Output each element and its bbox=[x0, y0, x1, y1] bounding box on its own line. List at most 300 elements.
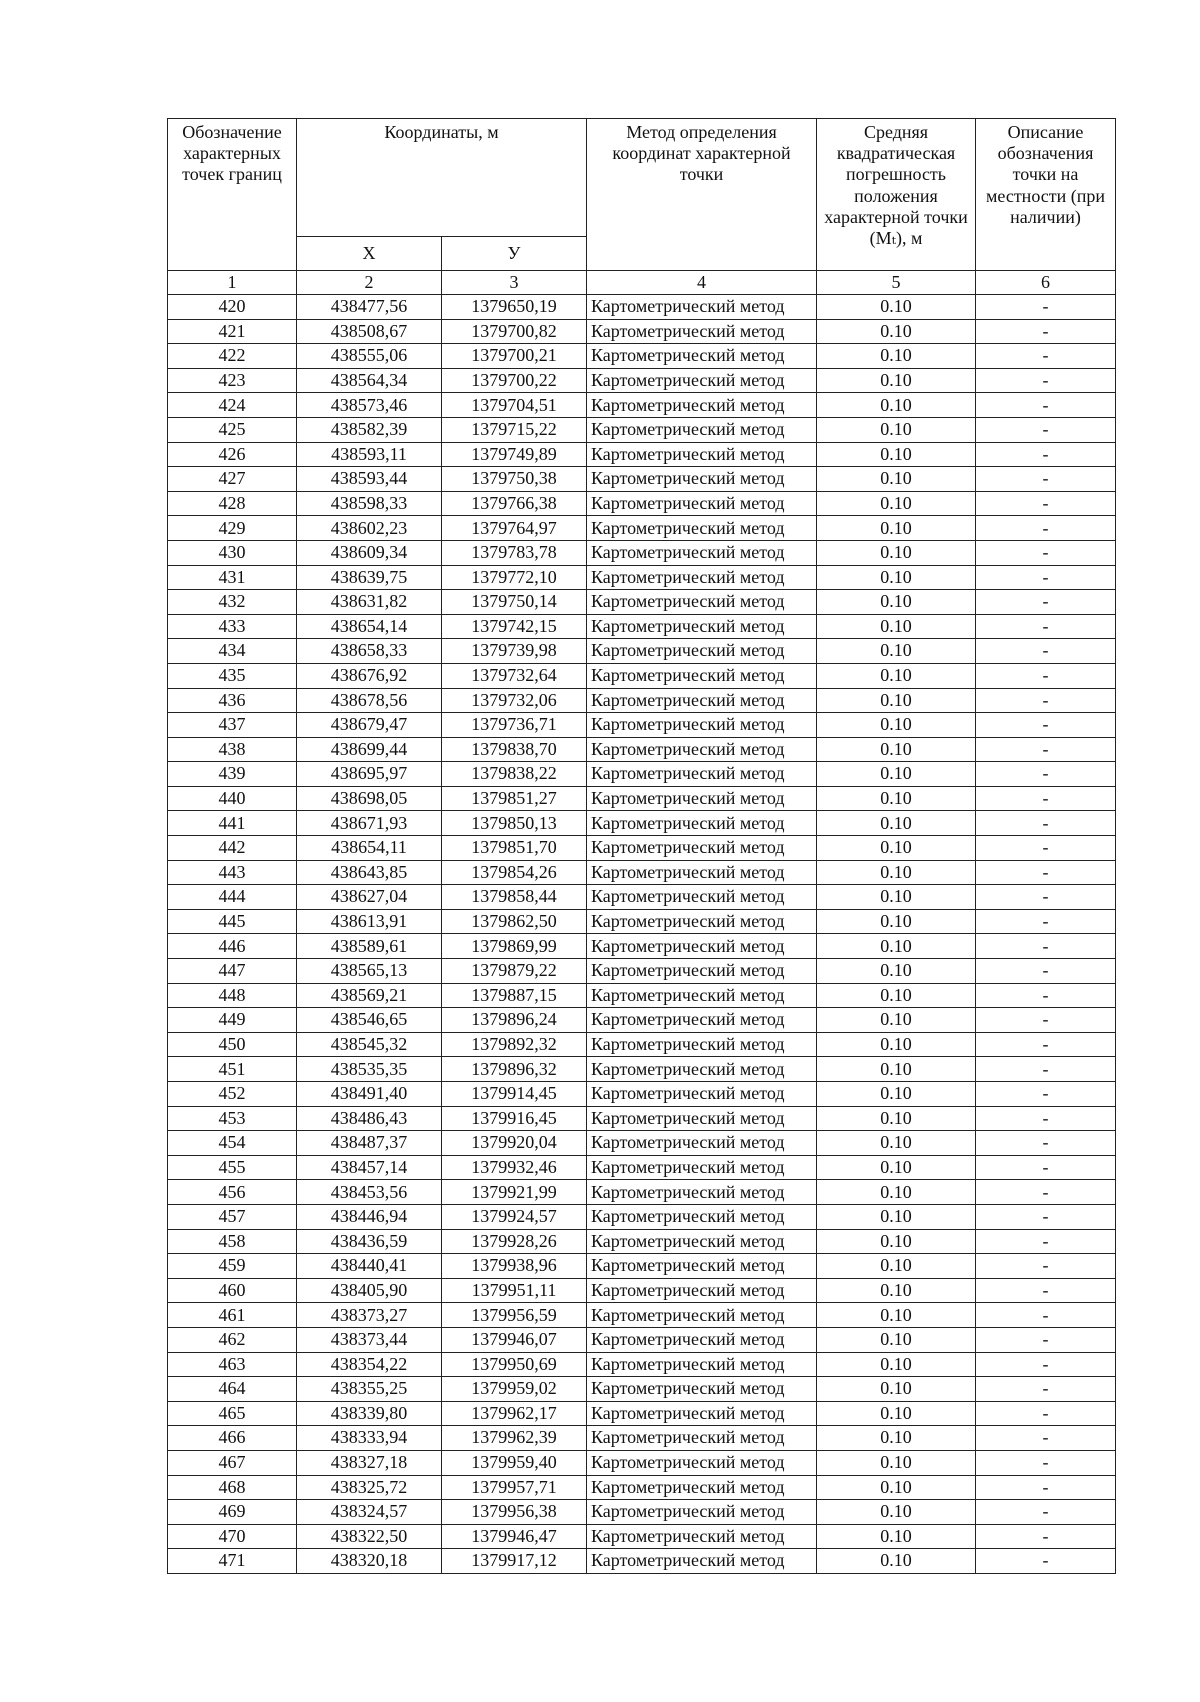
point-id-cell: 449 bbox=[168, 1008, 297, 1033]
description-cell: - bbox=[976, 934, 1116, 959]
point-id-cell: 466 bbox=[168, 1426, 297, 1451]
table-row bbox=[168, 713, 1116, 738]
rms-error-cell: 0.10 bbox=[817, 1303, 976, 1328]
x-coordinate-cell: 438627,04 bbox=[297, 885, 442, 910]
y-coordinate-cell: 1379950,69 bbox=[442, 1352, 587, 1377]
x-coordinate-cell: 438355,25 bbox=[297, 1377, 442, 1402]
description-cell: - bbox=[976, 393, 1116, 418]
rms-error-cell: 0.10 bbox=[817, 1524, 976, 1549]
header-point-designation bbox=[168, 119, 297, 271]
y-coordinate-cell: 1379650,19 bbox=[442, 295, 587, 320]
y-coordinate-cell: 1379850,13 bbox=[442, 811, 587, 836]
rms-error-cell: 0.10 bbox=[817, 1377, 976, 1402]
method-cell: Картометрический метод bbox=[587, 1254, 817, 1279]
x-coordinate-cell: 438320,18 bbox=[297, 1549, 442, 1574]
x-coordinate-cell: 438555,06 bbox=[297, 344, 442, 369]
description-cell: - bbox=[976, 811, 1116, 836]
method-cell: Картометрический метод bbox=[587, 737, 817, 762]
description-cell: - bbox=[976, 1426, 1116, 1451]
description-cell: - bbox=[976, 1254, 1116, 1279]
column-number-6: 6 bbox=[976, 271, 1116, 295]
rms-error-cell: 0.10 bbox=[817, 565, 976, 590]
point-id-cell: 422 bbox=[168, 344, 297, 369]
y-coordinate-cell: 1379920,04 bbox=[442, 1131, 587, 1156]
y-coordinate-cell: 1379956,38 bbox=[442, 1500, 587, 1525]
description-cell: - bbox=[976, 1524, 1116, 1549]
x-coordinate-cell: 438405,90 bbox=[297, 1278, 442, 1303]
point-id-cell: 441 bbox=[168, 811, 297, 836]
y-coordinate-cell: 1379750,14 bbox=[442, 590, 587, 615]
point-id-cell: 465 bbox=[168, 1401, 297, 1426]
y-coordinate-cell: 1379854,26 bbox=[442, 860, 587, 885]
table-row bbox=[168, 836, 1116, 861]
header-x: X bbox=[297, 237, 442, 271]
point-id-cell: 439 bbox=[168, 762, 297, 787]
method-cell: Картометрический метод bbox=[587, 1475, 817, 1500]
description-cell: - bbox=[976, 467, 1116, 492]
table-row bbox=[168, 540, 1116, 565]
method-cell: Картометрический метод bbox=[587, 1131, 817, 1156]
x-coordinate-cell: 438643,85 bbox=[297, 860, 442, 885]
table-row bbox=[168, 1180, 1116, 1205]
x-coordinate-cell: 438631,82 bbox=[297, 590, 442, 615]
point-id-cell: 456 bbox=[168, 1180, 297, 1205]
rms-error-cell: 0.10 bbox=[817, 1450, 976, 1475]
x-coordinate-cell: 438593,11 bbox=[297, 442, 442, 467]
header-rms-error bbox=[817, 119, 976, 271]
description-cell: - bbox=[976, 983, 1116, 1008]
y-coordinate-cell: 1379887,15 bbox=[442, 983, 587, 1008]
y-coordinate-cell: 1379700,21 bbox=[442, 344, 587, 369]
method-cell: Картометрический метод bbox=[587, 1057, 817, 1082]
method-cell: Картометрический метод bbox=[587, 1500, 817, 1525]
y-coordinate-cell: 1379957,71 bbox=[442, 1475, 587, 1500]
x-coordinate-cell: 438486,43 bbox=[297, 1106, 442, 1131]
y-coordinate-cell: 1379917,12 bbox=[442, 1549, 587, 1574]
rms-error-cell: 0.10 bbox=[817, 1327, 976, 1352]
rms-error-cell: 0.10 bbox=[817, 516, 976, 541]
x-coordinate-cell: 438569,21 bbox=[297, 983, 442, 1008]
rms-error-cell: 0.10 bbox=[817, 713, 976, 738]
x-coordinate-cell: 438564,34 bbox=[297, 368, 442, 393]
description-cell: - bbox=[976, 1278, 1116, 1303]
y-coordinate-cell: 1379928,26 bbox=[442, 1229, 587, 1254]
point-id-cell: 421 bbox=[168, 319, 297, 344]
rms-error-cell: 0.10 bbox=[817, 1204, 976, 1229]
rms-error-cell: 0.10 bbox=[817, 417, 976, 442]
method-cell: Картометрический метод bbox=[587, 1106, 817, 1131]
x-coordinate-cell: 438676,92 bbox=[297, 663, 442, 688]
description-cell: - bbox=[976, 663, 1116, 688]
method-cell: Картометрический метод bbox=[587, 786, 817, 811]
y-coordinate-cell: 1379838,70 bbox=[442, 737, 587, 762]
method-cell: Картометрический метод bbox=[587, 811, 817, 836]
point-id-cell: 445 bbox=[168, 909, 297, 934]
table-row bbox=[168, 983, 1116, 1008]
table-row bbox=[168, 393, 1116, 418]
description-cell: - bbox=[976, 1057, 1116, 1082]
description-cell: - bbox=[976, 417, 1116, 442]
table-row bbox=[168, 959, 1116, 984]
rms-error-cell: 0.10 bbox=[817, 909, 976, 934]
table-row bbox=[168, 1131, 1116, 1156]
method-cell: Картометрический метод bbox=[587, 1229, 817, 1254]
point-id-cell: 420 bbox=[168, 295, 297, 320]
method-cell: Картометрический метод bbox=[587, 1155, 817, 1180]
description-cell: - bbox=[976, 368, 1116, 393]
table-row bbox=[168, 1524, 1116, 1549]
point-id-cell: 453 bbox=[168, 1106, 297, 1131]
description-cell: - bbox=[976, 319, 1116, 344]
point-id-cell: 462 bbox=[168, 1327, 297, 1352]
x-coordinate-cell: 438354,22 bbox=[297, 1352, 442, 1377]
description-cell: - bbox=[976, 786, 1116, 811]
table-row bbox=[168, 663, 1116, 688]
rms-error-cell: 0.10 bbox=[817, 344, 976, 369]
point-id-cell: 436 bbox=[168, 688, 297, 713]
rms-error-cell: 0.10 bbox=[817, 762, 976, 787]
rms-error-cell: 0.10 bbox=[817, 1131, 976, 1156]
rms-error-cell: 0.10 bbox=[817, 639, 976, 664]
y-coordinate-cell: 1379932,46 bbox=[442, 1155, 587, 1180]
column-number-2: 2 bbox=[297, 271, 442, 295]
method-cell: Картометрический метод bbox=[587, 1032, 817, 1057]
point-id-cell: 458 bbox=[168, 1229, 297, 1254]
description-cell: - bbox=[976, 885, 1116, 910]
description-cell: - bbox=[976, 1500, 1116, 1525]
point-id-cell: 442 bbox=[168, 836, 297, 861]
description-cell: - bbox=[976, 590, 1116, 615]
method-cell: Картометрический метод bbox=[587, 393, 817, 418]
header-y: У bbox=[442, 237, 587, 271]
y-coordinate-cell: 1379938,96 bbox=[442, 1254, 587, 1279]
rms-error-cell: 0.10 bbox=[817, 688, 976, 713]
rms-error-cell: 0.10 bbox=[817, 1057, 976, 1082]
y-coordinate-cell: 1379896,32 bbox=[442, 1057, 587, 1082]
x-coordinate-cell: 438613,91 bbox=[297, 909, 442, 934]
column-number-3: 3 bbox=[442, 271, 587, 295]
rms-error-cell: 0.10 bbox=[817, 442, 976, 467]
point-id-cell: 455 bbox=[168, 1155, 297, 1180]
description-cell: - bbox=[976, 1106, 1116, 1131]
y-coordinate-cell: 1379892,32 bbox=[442, 1032, 587, 1057]
table-row bbox=[168, 737, 1116, 762]
rms-error-cell: 0.10 bbox=[817, 860, 976, 885]
x-coordinate-cell: 438654,11 bbox=[297, 836, 442, 861]
point-id-cell: 425 bbox=[168, 417, 297, 442]
description-cell: - bbox=[976, 1303, 1116, 1328]
point-id-cell: 468 bbox=[168, 1475, 297, 1500]
table-row bbox=[168, 319, 1116, 344]
x-coordinate-cell: 438322,50 bbox=[297, 1524, 442, 1549]
x-coordinate-cell: 438658,33 bbox=[297, 639, 442, 664]
description-cell: - bbox=[976, 540, 1116, 565]
method-cell: Картометрический метод bbox=[587, 1401, 817, 1426]
point-id-cell: 446 bbox=[168, 934, 297, 959]
description-cell: - bbox=[976, 1008, 1116, 1033]
description-cell: - bbox=[976, 1450, 1116, 1475]
method-cell: Картометрический метод bbox=[587, 540, 817, 565]
point-id-cell: 454 bbox=[168, 1131, 297, 1156]
point-id-cell: 430 bbox=[168, 540, 297, 565]
y-coordinate-cell: 1379962,17 bbox=[442, 1401, 587, 1426]
description-cell: - bbox=[976, 1352, 1116, 1377]
table-row bbox=[168, 1032, 1116, 1057]
rms-error-cell: 0.10 bbox=[817, 1500, 976, 1525]
description-cell: - bbox=[976, 491, 1116, 516]
header-method bbox=[587, 119, 817, 271]
table-row bbox=[168, 1155, 1116, 1180]
rms-error-cell: 0.10 bbox=[817, 1254, 976, 1279]
point-id-cell: 469 bbox=[168, 1500, 297, 1525]
rms-error-cell: 0.10 bbox=[817, 983, 976, 1008]
x-coordinate-cell: 438609,34 bbox=[297, 540, 442, 565]
x-coordinate-cell: 438333,94 bbox=[297, 1426, 442, 1451]
y-coordinate-cell: 1379736,71 bbox=[442, 713, 587, 738]
rms-error-cell: 0.10 bbox=[817, 614, 976, 639]
point-id-cell: 426 bbox=[168, 442, 297, 467]
description-cell: - bbox=[976, 1180, 1116, 1205]
method-cell: Картометрический метод bbox=[587, 762, 817, 787]
point-id-cell: 423 bbox=[168, 368, 297, 393]
table-row bbox=[168, 614, 1116, 639]
point-id-cell: 450 bbox=[168, 1032, 297, 1057]
point-id-cell: 459 bbox=[168, 1254, 297, 1279]
table-row bbox=[168, 1278, 1116, 1303]
description-cell: - bbox=[976, 1401, 1116, 1426]
rms-error-cell: 0.10 bbox=[817, 1229, 976, 1254]
x-coordinate-cell: 438695,97 bbox=[297, 762, 442, 787]
method-cell: Картометрический метод bbox=[587, 1082, 817, 1107]
description-cell: - bbox=[976, 959, 1116, 984]
rms-error-cell: 0.10 bbox=[817, 786, 976, 811]
x-coordinate-cell: 438671,93 bbox=[297, 811, 442, 836]
point-id-cell: 437 bbox=[168, 713, 297, 738]
method-cell: Картометрический метод bbox=[587, 639, 817, 664]
header-coordinates-text: Координаты, м bbox=[384, 122, 499, 142]
x-coordinate-cell: 438508,67 bbox=[297, 319, 442, 344]
table-row bbox=[168, 934, 1116, 959]
description-cell: - bbox=[976, 516, 1116, 541]
y-coordinate-cell: 1379924,57 bbox=[442, 1204, 587, 1229]
point-id-cell: 429 bbox=[168, 516, 297, 541]
point-id-cell: 440 bbox=[168, 786, 297, 811]
method-cell: Картометрический метод bbox=[587, 565, 817, 590]
description-cell: - bbox=[976, 762, 1116, 787]
y-coordinate-cell: 1379946,47 bbox=[442, 1524, 587, 1549]
y-coordinate-cell: 1379851,70 bbox=[442, 836, 587, 861]
y-coordinate-cell: 1379739,98 bbox=[442, 639, 587, 664]
method-cell: Картометрический метод bbox=[587, 1377, 817, 1402]
table-row bbox=[168, 639, 1116, 664]
table-row bbox=[168, 811, 1116, 836]
method-cell: Картометрический метод bbox=[587, 1008, 817, 1033]
coordinates-table bbox=[167, 118, 1116, 1574]
method-cell: Картометрический метод bbox=[587, 688, 817, 713]
method-cell: Картометрический метод bbox=[587, 1180, 817, 1205]
point-id-cell: 424 bbox=[168, 393, 297, 418]
point-id-cell: 428 bbox=[168, 491, 297, 516]
y-coordinate-cell: 1379951,11 bbox=[442, 1278, 587, 1303]
rms-error-cell: 0.10 bbox=[817, 467, 976, 492]
table-row bbox=[168, 1204, 1116, 1229]
header-point-designation-text: Обозначение характерных точек границ bbox=[182, 122, 282, 185]
description-cell: - bbox=[976, 1131, 1116, 1156]
header-description bbox=[976, 119, 1116, 271]
rms-error-cell: 0.10 bbox=[817, 1155, 976, 1180]
method-cell: Картометрический метод bbox=[587, 590, 817, 615]
x-coordinate-cell: 438602,23 bbox=[297, 516, 442, 541]
table-row bbox=[168, 1106, 1116, 1131]
description-cell: - bbox=[976, 737, 1116, 762]
rms-error-cell: 0.10 bbox=[817, 393, 976, 418]
rms-error-cell: 0.10 bbox=[817, 836, 976, 861]
rms-error-cell: 0.10 bbox=[817, 590, 976, 615]
x-coordinate-cell: 438324,57 bbox=[297, 1500, 442, 1525]
y-coordinate-cell: 1379862,50 bbox=[442, 909, 587, 934]
method-cell: Картометрический метод bbox=[587, 1278, 817, 1303]
method-cell: Картометрический метод bbox=[587, 417, 817, 442]
method-cell: Картометрический метод bbox=[587, 467, 817, 492]
point-id-cell: 435 bbox=[168, 663, 297, 688]
method-cell: Картометрический метод bbox=[587, 1327, 817, 1352]
column-number-5: 5 bbox=[817, 271, 976, 295]
header-coordinates bbox=[297, 119, 587, 237]
description-cell: - bbox=[976, 909, 1116, 934]
rms-error-cell: 0.10 bbox=[817, 1278, 976, 1303]
point-id-cell: 457 bbox=[168, 1204, 297, 1229]
method-cell: Картометрический метод bbox=[587, 1303, 817, 1328]
method-cell: Картометрический метод bbox=[587, 1352, 817, 1377]
y-coordinate-cell: 1379858,44 bbox=[442, 885, 587, 910]
rms-error-cell: 0.10 bbox=[817, 885, 976, 910]
rms-error-cell: 0.10 bbox=[817, 491, 976, 516]
rms-error-cell: 0.10 bbox=[817, 368, 976, 393]
table-row bbox=[168, 885, 1116, 910]
point-id-cell: 470 bbox=[168, 1524, 297, 1549]
description-cell: - bbox=[976, 344, 1116, 369]
y-coordinate-cell: 1379869,99 bbox=[442, 934, 587, 959]
method-cell: Картометрический метод bbox=[587, 1204, 817, 1229]
rms-error-cell: 0.10 bbox=[817, 1032, 976, 1057]
y-coordinate-cell: 1379783,78 bbox=[442, 540, 587, 565]
rms-error-cell: 0.10 bbox=[817, 1475, 976, 1500]
table-body bbox=[168, 295, 1116, 1574]
table-row bbox=[168, 1254, 1116, 1279]
rms-error-cell: 0.10 bbox=[817, 1008, 976, 1033]
description-cell: - bbox=[976, 836, 1116, 861]
y-coordinate-cell: 1379732,06 bbox=[442, 688, 587, 713]
table-row bbox=[168, 1475, 1116, 1500]
point-id-cell: 451 bbox=[168, 1057, 297, 1082]
rms-error-cell: 0.10 bbox=[817, 663, 976, 688]
method-cell: Картометрический метод bbox=[587, 614, 817, 639]
x-coordinate-cell: 438639,75 bbox=[297, 565, 442, 590]
table-row bbox=[168, 1500, 1116, 1525]
x-coordinate-cell: 438565,13 bbox=[297, 959, 442, 984]
rms-error-cell: 0.10 bbox=[817, 1426, 976, 1451]
description-cell: - bbox=[976, 713, 1116, 738]
x-coordinate-cell: 438327,18 bbox=[297, 1450, 442, 1475]
y-coordinate-cell: 1379916,45 bbox=[442, 1106, 587, 1131]
table-row bbox=[168, 1229, 1116, 1254]
description-cell: - bbox=[976, 295, 1116, 320]
table-row bbox=[168, 1082, 1116, 1107]
x-coordinate-cell: 438598,33 bbox=[297, 491, 442, 516]
x-coordinate-cell: 438582,39 bbox=[297, 417, 442, 442]
method-cell: Картометрический метод bbox=[587, 368, 817, 393]
y-coordinate-cell: 1379921,99 bbox=[442, 1180, 587, 1205]
x-coordinate-cell: 438678,56 bbox=[297, 688, 442, 713]
y-coordinate-cell: 1379749,89 bbox=[442, 442, 587, 467]
description-cell: - bbox=[976, 1327, 1116, 1352]
x-coordinate-cell: 438457,14 bbox=[297, 1155, 442, 1180]
x-coordinate-cell: 438679,47 bbox=[297, 713, 442, 738]
method-cell: Картометрический метод bbox=[587, 909, 817, 934]
y-coordinate-cell: 1379838,22 bbox=[442, 762, 587, 787]
x-coordinate-cell: 438436,59 bbox=[297, 1229, 442, 1254]
y-coordinate-cell: 1379879,22 bbox=[442, 959, 587, 984]
method-cell: Картометрический метод bbox=[587, 713, 817, 738]
rms-error-cell: 0.10 bbox=[817, 1352, 976, 1377]
method-cell: Картометрический метод bbox=[587, 1549, 817, 1574]
table-row bbox=[168, 442, 1116, 467]
y-coordinate-cell: 1379959,40 bbox=[442, 1450, 587, 1475]
x-coordinate-cell: 438589,61 bbox=[297, 934, 442, 959]
point-id-cell: 432 bbox=[168, 590, 297, 615]
table-row bbox=[168, 417, 1116, 442]
rms-error-cell: 0.10 bbox=[817, 1401, 976, 1426]
point-id-cell: 452 bbox=[168, 1082, 297, 1107]
y-coordinate-cell: 1379851,27 bbox=[442, 786, 587, 811]
x-coordinate-cell: 438373,44 bbox=[297, 1327, 442, 1352]
method-cell: Картометрический метод bbox=[587, 959, 817, 984]
table-row bbox=[168, 295, 1116, 320]
point-id-cell: 464 bbox=[168, 1377, 297, 1402]
y-coordinate-cell: 1379742,15 bbox=[442, 614, 587, 639]
description-cell: - bbox=[976, 1229, 1116, 1254]
point-id-cell: 444 bbox=[168, 885, 297, 910]
point-id-cell: 463 bbox=[168, 1352, 297, 1377]
description-cell: - bbox=[976, 1032, 1116, 1057]
table-row bbox=[168, 909, 1116, 934]
point-id-cell: 443 bbox=[168, 860, 297, 885]
description-cell: - bbox=[976, 442, 1116, 467]
y-coordinate-cell: 1379772,10 bbox=[442, 565, 587, 590]
description-cell: - bbox=[976, 1549, 1116, 1574]
x-coordinate-cell: 438535,35 bbox=[297, 1057, 442, 1082]
table-row bbox=[168, 1426, 1116, 1451]
y-coordinate-cell: 1379766,38 bbox=[442, 491, 587, 516]
description-cell: - bbox=[976, 860, 1116, 885]
description-cell: - bbox=[976, 688, 1116, 713]
table-row bbox=[168, 1327, 1116, 1352]
method-cell: Картометрический метод bbox=[587, 663, 817, 688]
x-coordinate-cell: 438325,72 bbox=[297, 1475, 442, 1500]
method-cell: Картометрический метод bbox=[587, 295, 817, 320]
description-cell: - bbox=[976, 1475, 1116, 1500]
table-row bbox=[168, 860, 1116, 885]
y-coordinate-cell: 1379750,38 bbox=[442, 467, 587, 492]
rms-error-cell: 0.10 bbox=[817, 811, 976, 836]
x-coordinate-cell: 438339,80 bbox=[297, 1401, 442, 1426]
point-id-cell: 434 bbox=[168, 639, 297, 664]
method-cell: Картометрический метод bbox=[587, 442, 817, 467]
point-id-cell: 471 bbox=[168, 1549, 297, 1574]
rms-error-cell: 0.10 bbox=[817, 1082, 976, 1107]
table-row bbox=[168, 467, 1116, 492]
x-coordinate-cell: 438545,32 bbox=[297, 1032, 442, 1057]
